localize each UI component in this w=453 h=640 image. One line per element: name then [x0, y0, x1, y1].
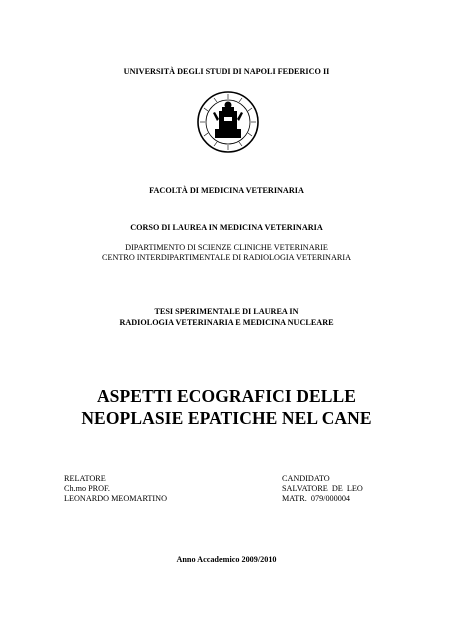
thesis-type-line-1: TESI SPERIMENTALE DI LAUREA IN [154, 307, 299, 316]
thesis-title-line-2: NEOPLASIE EPATICHE NEL CANE [81, 408, 372, 428]
department-line-2: CENTRO INTERDIPARTIMENTALE DI RADIOLOGIA VETERINARIA [101, 253, 351, 262]
academic-year: Anno Accademico 2009/2010 [176, 555, 277, 564]
supervisor-label: RELATORE [64, 474, 106, 483]
university-seal-icon [197, 91, 259, 153]
supervisor-name: LEONARDO MEOMARTINO [64, 494, 167, 503]
candidate-name: SALVATORE DE LEO [282, 484, 363, 493]
department-line-1: DIPARTIMENTO DI SCIENZE CLINICHE VETERINARIE [125, 243, 328, 252]
supervisor-block [64, 474, 167, 504]
thesis-title-line-1: ASPETTI ECOGRAFICI DELLE [96, 386, 357, 406]
university-name: UNIVERSITÀ DEGLI STUDI DI NAPOLI FEDERICO II [123, 67, 330, 76]
faculty-name: FACOLTÀ DI MEDICINA VETERINARIA [149, 186, 304, 195]
candidate-label: CANDIDATO [282, 474, 330, 483]
supervisor-honorific: Ch.mo PROF. [64, 484, 110, 493]
thesis-type-line-2: RADIOLOGIA VETERINARIA E MEDICINA NUCLEARE [119, 318, 334, 327]
candidate-matricola: MATR. 079/000004 [282, 494, 351, 503]
candidate-block [282, 474, 363, 504]
course-name: CORSO DI LAUREA IN MEDICINA VETERINARIA [130, 223, 323, 232]
